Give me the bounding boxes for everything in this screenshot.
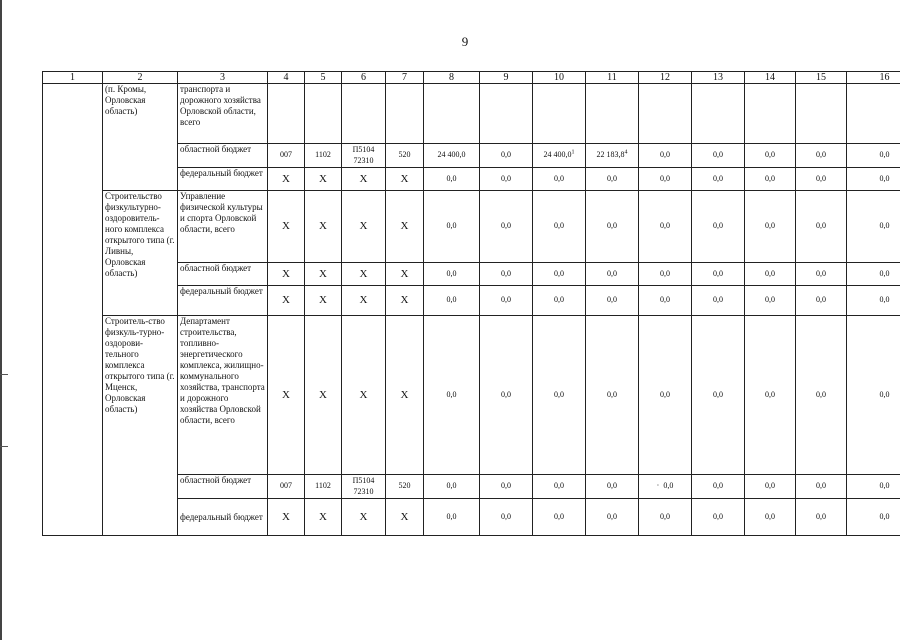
value-cell: 0,0 — [480, 475, 533, 499]
value-cell: 0,0 — [424, 499, 480, 536]
value-cell: 0,0 — [847, 286, 900, 316]
value-cell: 0,0 — [847, 191, 900, 263]
column-number: 7 — [386, 72, 424, 84]
value-cell: 0,0 — [745, 191, 796, 263]
value-cell: 0,0 — [745, 168, 796, 191]
value-cell: 007 — [268, 475, 305, 499]
org-cell: транспорта и дорожного хозяйства Орловской области, всего — [178, 84, 268, 144]
org-cell: федеральный бюджет — [178, 499, 268, 536]
value-cell: 0,0 — [692, 286, 745, 316]
value-cell: 22 183,8$^4$ — [586, 144, 639, 168]
value-cell: 0,0 — [796, 475, 847, 499]
page-left-edge — [0, 0, 2, 640]
value-cell: 0,0 — [480, 263, 533, 286]
value-cell: X — [268, 263, 305, 286]
org-cell: областной бюджет — [178, 144, 268, 168]
column-number: 4 — [268, 72, 305, 84]
value-cell: X — [305, 168, 342, 191]
value-cell: 1102 — [305, 475, 342, 499]
stray-mark: · — [656, 481, 660, 491]
value-cell: X — [386, 263, 424, 286]
value-cell: 0,0 — [796, 144, 847, 168]
column-number: 16 — [847, 72, 900, 84]
table-row — [43, 84, 900, 144]
column-number: 10 — [533, 72, 586, 84]
value-cell: 520 — [386, 475, 424, 499]
column-number: 2 — [103, 72, 178, 84]
org-cell: федеральный бюджет — [178, 286, 268, 316]
value-cell: X — [342, 168, 386, 191]
value-cell: X — [342, 286, 386, 316]
value-cell: 0,0 — [480, 144, 533, 168]
value-cell: · 0,0 — [639, 475, 692, 499]
column-number: 6 — [342, 72, 386, 84]
value-cell: X — [386, 316, 424, 475]
column-number: 11 — [586, 72, 639, 84]
value-cell: 0,0 — [424, 475, 480, 499]
footnote-mark: 1 — [571, 149, 575, 156]
value-cell: 0,0 — [847, 499, 900, 536]
value-cell: X — [268, 286, 305, 316]
value-cell: X — [342, 316, 386, 475]
value-cell: 0,0 — [692, 168, 745, 191]
value-cell: 0,0 — [533, 168, 586, 191]
value-cell: 0,0 — [424, 191, 480, 263]
object-name-cell: (п. Кромы, Орловская область) — [103, 84, 178, 191]
value-cell: 0,0 — [796, 191, 847, 263]
value-cell: 0,0 — [424, 316, 480, 475]
column-number: 13 — [692, 72, 745, 84]
value-cell: 0,0 — [480, 168, 533, 191]
value-cell: 0,0 — [847, 144, 900, 168]
value-cell: 0,0 — [639, 286, 692, 316]
value-cell: 1102 — [305, 144, 342, 168]
value-cell: 0,0 — [692, 316, 745, 475]
value-cell: 0,0 — [533, 499, 586, 536]
first-column-cell — [43, 84, 103, 536]
value-cell: 0,0 — [480, 316, 533, 475]
value-cell: 0,0 — [586, 475, 639, 499]
value-cell: 0,0 — [796, 168, 847, 191]
value-cell: 0,0 — [847, 263, 900, 286]
value-cell: 0,0 — [692, 499, 745, 536]
value-cell: 0,0 — [745, 316, 796, 475]
value-cell: X — [386, 191, 424, 263]
value-cell: 0,0 — [692, 475, 745, 499]
value-cell: 0,0 — [796, 316, 847, 475]
value-cell: 0,0 — [639, 316, 692, 475]
page-number: 9 — [461, 34, 469, 49]
value-cell: 0,0 — [424, 286, 480, 316]
value-cell: X — [386, 168, 424, 191]
column-number: 5 — [305, 72, 342, 84]
value-cell: X — [342, 263, 386, 286]
value-cell: 24 400,0 — [424, 144, 480, 168]
value-cell: 0,0 — [692, 263, 745, 286]
value-cell: 007 — [268, 144, 305, 168]
value-cell: X — [268, 316, 305, 475]
value-cell: 0,0 — [586, 191, 639, 263]
column-number: 3 — [178, 72, 268, 84]
value-cell: 0,0 — [847, 475, 900, 499]
footnote-mark: 4 — [624, 149, 628, 156]
value-cell: 0,0 — [796, 499, 847, 536]
value-cell: 0,0 — [480, 191, 533, 263]
value-cell: 0,0 — [745, 144, 796, 168]
value-cell: X — [268, 499, 305, 536]
value-cell: 0,0 — [796, 286, 847, 316]
org-cell: Департамент строительства, топливно-энергетического комплекса, жилищно-коммунального хозяйства, транспорта и дорожного хозяйства Орловской области, всего — [178, 316, 268, 475]
value-cell: 0,0 — [847, 168, 900, 191]
value-cell: 0,0 — [586, 316, 639, 475]
object-name-cell: Строитель-ство физкуль-турно-оздорови-тельного комплекса открытого типа (г. Мценск, Орловская область) — [103, 316, 178, 536]
value-cell: X — [342, 499, 386, 536]
scan-mark — [0, 374, 8, 375]
value-cell: 0,0 — [745, 475, 796, 499]
value-cell: 0,0 — [533, 286, 586, 316]
value-cell: 24 400,0$^1$ — [533, 144, 586, 168]
value-cell: X — [305, 499, 342, 536]
value-cell: П5104 72310 — [342, 475, 386, 499]
column-number: 12 — [639, 72, 692, 84]
value-cell: 0,0 — [745, 499, 796, 536]
column-number: 9 — [480, 72, 533, 84]
org-cell: областной бюджет — [178, 475, 268, 499]
org-cell: Управление физической культуры и спорта Орловской области, всего — [178, 191, 268, 263]
scan-mark — [0, 446, 8, 447]
value-cell: 520 — [386, 144, 424, 168]
value-cell: 0,0 — [586, 168, 639, 191]
value-cell: 0,0 — [480, 499, 533, 536]
value-cell: X — [305, 316, 342, 475]
value-cell: 0,0 — [639, 499, 692, 536]
budget-table — [42, 71, 900, 536]
value-cell: 0,0 — [533, 475, 586, 499]
value-cell: 0,0 — [424, 263, 480, 286]
value-cell: 0,0 — [586, 286, 639, 316]
value-cell: 0,0 — [796, 263, 847, 286]
table-row — [43, 191, 900, 263]
value-cell: X — [305, 191, 342, 263]
column-number: 1 — [43, 72, 103, 84]
value-cell: 0,0 — [745, 286, 796, 316]
value-cell: 0,0 — [533, 263, 586, 286]
value-cell: 0,0 — [692, 144, 745, 168]
value-cell: 0,0 — [639, 191, 692, 263]
value-cell: 0,0 — [692, 191, 745, 263]
org-cell: областной бюджет — [178, 263, 268, 286]
value-cell: X — [386, 499, 424, 536]
value-cell: 0,0 — [847, 316, 900, 475]
value-cell: 0,0 — [533, 191, 586, 263]
value-cell: 0,0 — [533, 316, 586, 475]
column-number: 15 — [796, 72, 847, 84]
value-cell: X — [305, 263, 342, 286]
value-cell: П5104 72310 — [342, 144, 386, 168]
value-cell: 0,0 — [639, 144, 692, 168]
value-cell: X — [268, 191, 305, 263]
value-cell: 0,0 — [586, 499, 639, 536]
column-number: 8 — [424, 72, 480, 84]
value-cell: 0,0 — [586, 263, 639, 286]
value-cell: 0,0 — [480, 286, 533, 316]
value-cell: X — [342, 191, 386, 263]
value-cell: X — [386, 286, 424, 316]
value-cell: 0,0 — [639, 168, 692, 191]
value-cell: X — [268, 168, 305, 191]
value-cell: 0,0 — [745, 263, 796, 286]
column-number: 14 — [745, 72, 796, 84]
object-name-cell: Строительство физкультурно-оздоровитель-ного комплекса открытого типа (г. Ливны, Орловская область) — [103, 191, 178, 316]
column-number-row — [43, 72, 900, 84]
value-cell: 0,0 — [424, 168, 480, 191]
value-cell: 0,0 — [639, 263, 692, 286]
org-cell: федеральный бюджет — [178, 168, 268, 191]
value-cell: X — [305, 286, 342, 316]
table-row — [43, 316, 900, 475]
